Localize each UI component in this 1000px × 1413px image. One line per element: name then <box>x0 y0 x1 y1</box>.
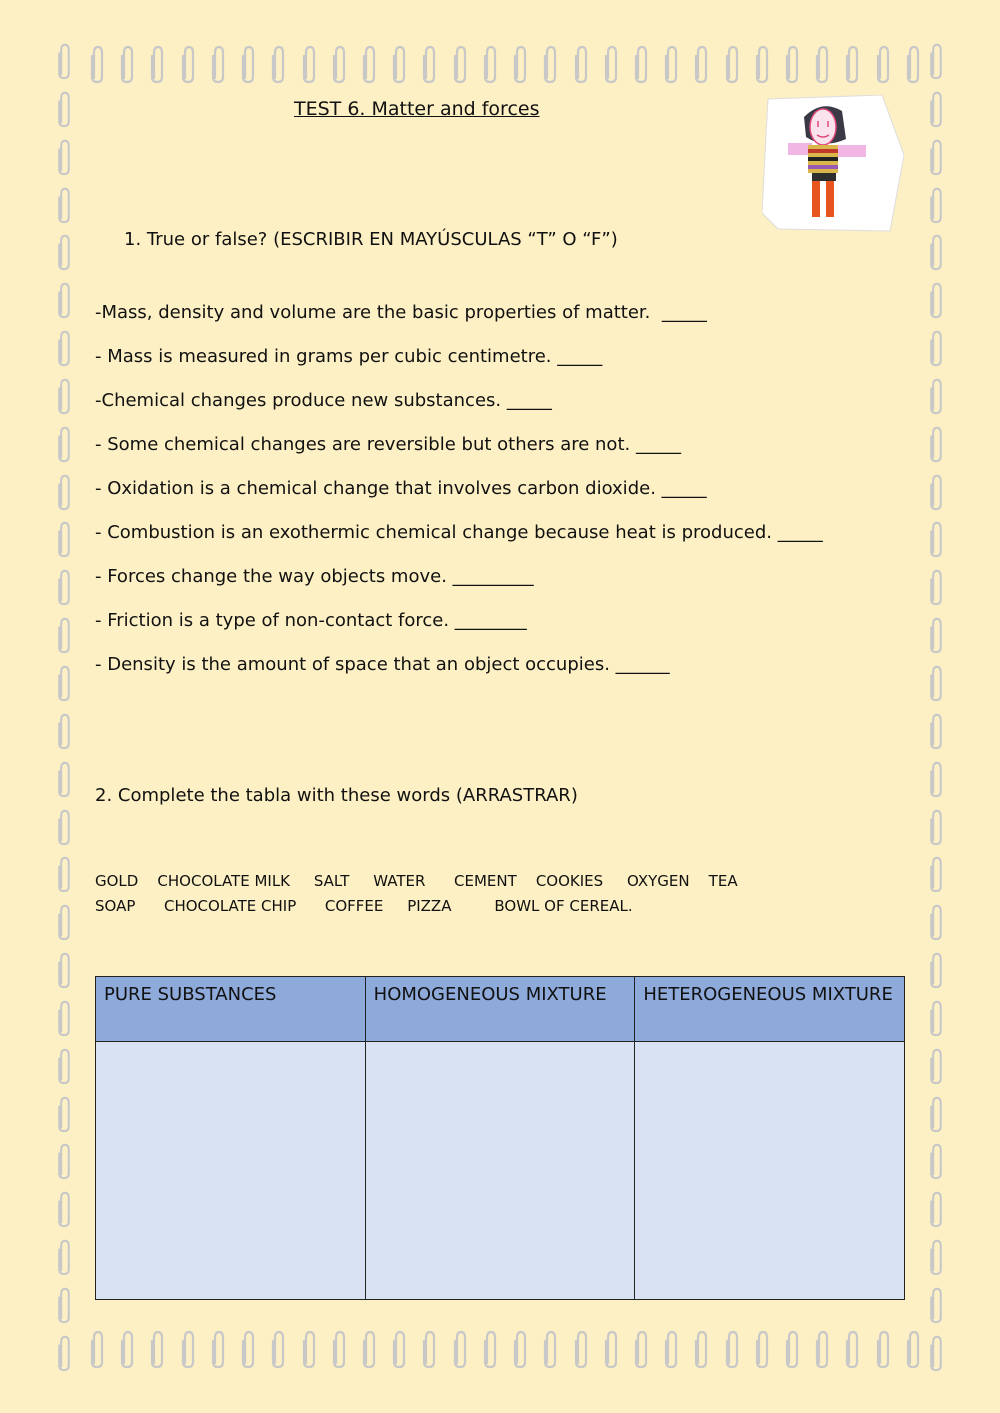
paperclip-icon <box>634 1329 648 1369</box>
paperclip-icon <box>543 44 557 84</box>
paperclip-icon <box>928 520 944 558</box>
paperclip-border-right <box>928 42 944 1372</box>
statement-2[interactable]: - Mass is measured in grams per cubic centimetre. _____ <box>95 346 603 367</box>
paperclip-icon <box>56 186 72 224</box>
header-heterogeneous-mixture: HETEROGENEOUS MIXTURE <box>635 977 905 1042</box>
statement-9[interactable]: - Density is the amount of space that an object occupies. ______ <box>95 654 670 675</box>
paperclip-icon <box>928 903 944 941</box>
header-pure-substances: PURE SUBSTANCES <box>96 977 366 1042</box>
paperclip-icon <box>845 44 859 84</box>
paperclip-icon <box>120 44 134 84</box>
paperclip-icon <box>56 329 72 367</box>
paperclip-icon <box>876 44 890 84</box>
paperclip-icon <box>56 568 72 606</box>
paperclip-icon <box>302 44 316 84</box>
page-title: TEST 6. Matter and forces <box>294 98 540 120</box>
statement-6[interactable]: - Combustion is an exothermic chemical change because heat is produced. _____ <box>95 522 823 543</box>
paperclip-icon <box>928 42 944 80</box>
paperclip-icon <box>928 233 944 271</box>
paperclip-icon <box>422 44 436 84</box>
paperclip-icon <box>90 44 104 84</box>
paperclip-icon <box>56 1095 72 1133</box>
paperclip-icon <box>513 44 527 84</box>
paperclip-icon <box>906 44 920 84</box>
paperclip-icon <box>928 1047 944 1085</box>
paperclip-icon <box>150 1329 164 1369</box>
paperclip-border-left <box>56 42 72 1372</box>
statement-5[interactable]: - Oxidation is a chemical change that involves carbon dioxide. _____ <box>95 478 707 499</box>
paperclip-icon <box>56 42 72 80</box>
paperclip-icon <box>906 1329 920 1369</box>
paperclip-icon <box>56 712 72 750</box>
paperclip-icon <box>56 808 72 846</box>
paperclip-icon <box>56 760 72 798</box>
paperclip-icon <box>543 1329 557 1369</box>
paperclip-icon <box>56 138 72 176</box>
paperclip-border-bottom <box>90 1329 920 1373</box>
paperclip-border-top <box>90 44 920 88</box>
drop-zone-pure-substances[interactable] <box>96 1042 366 1300</box>
paperclip-icon <box>755 44 769 84</box>
paperclip-icon <box>56 281 72 319</box>
paperclip-icon <box>604 1329 618 1369</box>
paperclip-icon <box>56 377 72 415</box>
paperclip-icon <box>241 44 255 84</box>
paperclip-icon <box>785 1329 799 1369</box>
paperclip-icon <box>725 1329 739 1369</box>
statement-8[interactable]: - Friction is a type of non-contact force. ________ <box>95 610 527 631</box>
question-2-label: 2. Complete the tabla with these words (ARRASTRAR) <box>95 785 578 806</box>
paperclip-icon <box>574 44 588 84</box>
paperclip-icon <box>928 568 944 606</box>
table-row <box>96 1042 905 1300</box>
paperclip-icon <box>56 999 72 1037</box>
paperclip-icon <box>483 1329 497 1369</box>
paperclip-icon <box>513 1329 527 1369</box>
paperclip-icon <box>56 664 72 702</box>
paperclip-icon <box>56 520 72 558</box>
word-bank-line-2[interactable]: SOAP CHOCOLATE CHIP COFFEE PIZZA BOWL OF CEREAL. <box>95 897 633 915</box>
paperclip-icon <box>241 1329 255 1369</box>
paperclip-icon <box>845 1329 859 1369</box>
paperclip-icon <box>332 1329 346 1369</box>
paperclip-icon <box>56 425 72 463</box>
paperclip-icon <box>56 1334 72 1372</box>
paperclip-icon <box>634 44 648 84</box>
paperclip-icon <box>271 44 285 84</box>
paperclip-icon <box>56 855 72 893</box>
paperclip-icon <box>928 329 944 367</box>
paperclip-icon <box>815 1329 829 1369</box>
paperclip-icon <box>928 281 944 319</box>
paperclip-icon <box>928 1334 944 1372</box>
paperclip-icon <box>876 1329 890 1369</box>
paperclip-icon <box>150 44 164 84</box>
paperclip-icon <box>664 1329 678 1369</box>
paperclip-icon <box>928 1142 944 1180</box>
paperclip-icon <box>694 44 708 84</box>
paperclip-icon <box>211 44 225 84</box>
paperclip-icon <box>56 1047 72 1085</box>
paperclip-icon <box>56 233 72 271</box>
paperclip-icon <box>928 951 944 989</box>
paperclip-icon <box>332 44 346 84</box>
paperclip-icon <box>302 1329 316 1369</box>
paperclip-icon <box>928 186 944 224</box>
paperclip-icon <box>362 1329 376 1369</box>
paperclip-icon <box>120 1329 134 1369</box>
header-homogeneous-mixture: HOMOGENEOUS MIXTURE <box>365 977 635 1042</box>
statement-1[interactable]: -Mass, density and volume are the basic properties of matter. _____ <box>95 302 707 323</box>
paperclip-icon <box>928 855 944 893</box>
paperclip-icon <box>755 1329 769 1369</box>
question-1-label: 1. True or false? (ESCRIBIR EN MAYÚSCULAS “T” O “F”) <box>124 229 618 250</box>
paperclip-icon <box>815 44 829 84</box>
classification-table <box>95 976 905 1300</box>
paperclip-icon <box>56 1238 72 1276</box>
paperclip-icon <box>604 44 618 84</box>
paperclip-icon <box>56 473 72 511</box>
paperclip-icon <box>928 1238 944 1276</box>
paperclip-icon <box>56 1142 72 1180</box>
paperclip-icon <box>56 1190 72 1228</box>
paperclip-icon <box>181 44 195 84</box>
paperclip-icon <box>928 1286 944 1324</box>
paperclip-icon <box>928 1095 944 1133</box>
paperclip-icon <box>664 44 678 84</box>
table-header-row <box>96 977 905 1042</box>
paperclip-icon <box>928 808 944 846</box>
paperclip-icon <box>928 712 944 750</box>
paperclip-icon <box>694 1329 708 1369</box>
paperclip-icon <box>362 44 376 84</box>
paperclip-icon <box>928 999 944 1037</box>
paperclip-icon <box>56 1286 72 1324</box>
paperclip-icon <box>928 473 944 511</box>
paperclip-icon <box>928 377 944 415</box>
paperclip-icon <box>56 616 72 654</box>
paperclip-icon <box>453 44 467 84</box>
paperclip-icon <box>928 760 944 798</box>
paperclip-icon <box>56 951 72 989</box>
paperclip-icon <box>90 1329 104 1369</box>
paperclip-icon <box>725 44 739 84</box>
paperclip-icon <box>56 90 72 128</box>
statement-4[interactable]: - Some chemical changes are reversible but others are not. _____ <box>95 434 681 455</box>
paperclip-icon <box>928 138 944 176</box>
paperclip-icon <box>785 44 799 84</box>
paperclip-icon <box>453 1329 467 1369</box>
child-drawing-icon <box>762 95 904 233</box>
paperclip-icon <box>271 1329 285 1369</box>
drop-zone-heterogeneous-mixture[interactable] <box>635 1042 905 1300</box>
statement-7[interactable]: - Forces change the way objects move. _________ <box>95 566 534 587</box>
paperclip-icon <box>56 903 72 941</box>
paperclip-icon <box>422 1329 436 1369</box>
paperclip-icon <box>574 1329 588 1369</box>
paperclip-icon <box>483 44 497 84</box>
statement-3[interactable]: -Chemical changes produce new substances. _____ <box>95 390 552 411</box>
paperclip-icon <box>928 1190 944 1228</box>
paperclip-icon <box>392 44 406 84</box>
paperclip-icon <box>928 616 944 654</box>
paperclip-icon <box>181 1329 195 1369</box>
drop-zone-homogeneous-mixture[interactable] <box>365 1042 635 1300</box>
word-bank-line-1[interactable]: GOLD CHOCOLATE MILK SALT WATER CEMENT COOKIES OXYGEN TEA <box>95 872 738 890</box>
paperclip-icon <box>928 664 944 702</box>
paperclip-icon <box>211 1329 225 1369</box>
paperclip-icon <box>928 425 944 463</box>
paperclip-icon <box>392 1329 406 1369</box>
paperclip-icon <box>928 90 944 128</box>
